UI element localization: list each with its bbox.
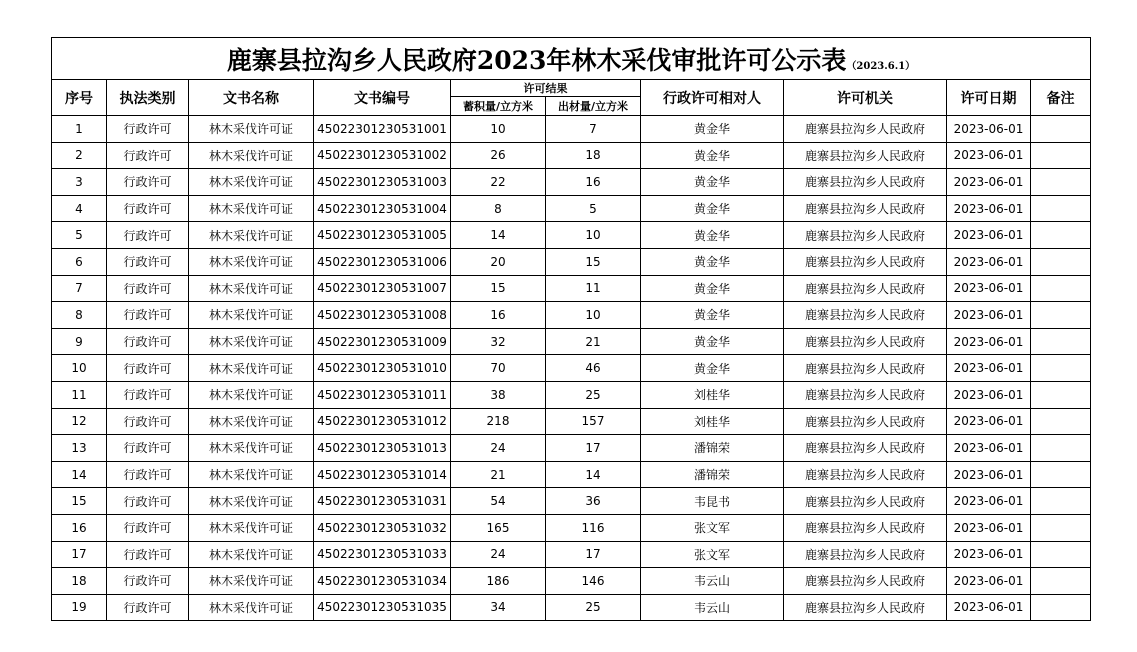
cell-type[interactable]: 行政许可 (107, 302, 189, 329)
cell-stock[interactable]: 16 (451, 302, 546, 329)
cell-doc-no[interactable]: 45022301230531012 (314, 408, 451, 435)
cell-output[interactable]: 16 (546, 169, 641, 196)
cell-authority[interactable]: 鹿寨县拉沟乡人民政府 (784, 222, 947, 249)
cell-stock[interactable]: 14 (451, 222, 546, 249)
table-row (52, 381, 1091, 408)
cell-counterpart[interactable]: 黄金华 (641, 328, 784, 355)
cell-stock[interactable]: 218 (451, 408, 546, 435)
cell-remark[interactable] (1031, 381, 1091, 408)
cell-counterpart[interactable]: 黄金华 (641, 142, 784, 169)
table-title: 鹿寨县拉沟乡人民政府2023年林木采伐审批许可公示表 (226, 45, 847, 75)
cell-seq[interactable]: 15 (52, 488, 107, 515)
cell-output[interactable]: 21 (546, 328, 641, 355)
cell-doc-no[interactable]: 45022301230531035 (314, 594, 451, 621)
cell-counterpart[interactable]: 黄金华 (641, 275, 784, 302)
cell-output[interactable]: 116 (546, 514, 641, 541)
cell-doc-no[interactable]: 45022301230531013 (314, 435, 451, 462)
cell-stock[interactable]: 21 (451, 461, 546, 488)
header-date[interactable]: 许可日期 (947, 80, 1031, 116)
table-body (52, 116, 1091, 621)
cell-date[interactable]: 2023-06-01 (947, 461, 1031, 488)
cell-doc-name[interactable]: 林木采伐许可证 (189, 195, 314, 222)
cell-seq[interactable]: 18 (52, 568, 107, 595)
cell-authority[interactable]: 鹿寨县拉沟乡人民政府 (784, 435, 947, 462)
cell-type[interactable]: 行政许可 (107, 195, 189, 222)
cell-authority[interactable]: 鹿寨县拉沟乡人民政府 (784, 275, 947, 302)
cell-doc-name[interactable]: 林木采伐许可证 (189, 488, 314, 515)
header-seq[interactable]: 序号 (52, 80, 107, 116)
header-result-group[interactable]: 许可结果 (451, 80, 641, 97)
cell-counterpart[interactable]: 韦昆书 (641, 488, 784, 515)
cell-doc-name[interactable]: 林木采伐许可证 (189, 275, 314, 302)
cell-seq[interactable]: 9 (52, 328, 107, 355)
cell-type[interactable]: 行政许可 (107, 541, 189, 568)
cell-output[interactable]: 15 (546, 248, 641, 275)
cell-remark[interactable] (1031, 195, 1091, 222)
cell-date[interactable]: 2023-06-01 (947, 222, 1031, 249)
cell-type[interactable]: 行政许可 (107, 275, 189, 302)
cell-stock[interactable]: 54 (451, 488, 546, 515)
cell-doc-name[interactable]: 林木采伐许可证 (189, 435, 314, 462)
cell-date[interactable]: 2023-06-01 (947, 328, 1031, 355)
cell-authority[interactable]: 鹿寨县拉沟乡人民政府 (784, 461, 947, 488)
cell-doc-name[interactable]: 林木采伐许可证 (189, 169, 314, 196)
cell-output[interactable]: 5 (546, 195, 641, 222)
cell-counterpart[interactable]: 潘锦荣 (641, 461, 784, 488)
cell-counterpart[interactable]: 黄金华 (641, 248, 784, 275)
header-counterpart[interactable]: 行政许可相对人 (641, 80, 784, 116)
table-row (52, 275, 1091, 302)
cell-output[interactable]: 36 (546, 488, 641, 515)
cell-seq[interactable]: 3 (52, 169, 107, 196)
cell-doc-name[interactable]: 林木采伐许可证 (189, 381, 314, 408)
cell-type[interactable]: 行政许可 (107, 116, 189, 143)
cell-seq[interactable]: 14 (52, 461, 107, 488)
cell-counterpart[interactable]: 黄金华 (641, 355, 784, 382)
cell-counterpart[interactable]: 刘桂华 (641, 408, 784, 435)
cell-type[interactable]: 行政许可 (107, 568, 189, 595)
cell-date[interactable]: 2023-06-01 (947, 248, 1031, 275)
header-stock[interactable]: 蓄积量/立方米 (451, 97, 546, 116)
cell-authority[interactable]: 鹿寨县拉沟乡人民政府 (784, 195, 947, 222)
cell-type[interactable]: 行政许可 (107, 248, 189, 275)
table-row (52, 142, 1091, 169)
cell-authority[interactable]: 鹿寨县拉沟乡人民政府 (784, 408, 947, 435)
cell-doc-name[interactable]: 林木采伐许可证 (189, 355, 314, 382)
cell-doc-no[interactable]: 45022301230531008 (314, 302, 451, 329)
cell-seq[interactable]: 6 (52, 248, 107, 275)
cell-doc-no[interactable]: 45022301230531010 (314, 355, 451, 382)
cell-authority[interactable]: 鹿寨县拉沟乡人民政府 (784, 594, 947, 621)
cell-authority[interactable]: 鹿寨县拉沟乡人民政府 (784, 302, 947, 329)
cell-seq[interactable]: 19 (52, 594, 107, 621)
cell-stock[interactable]: 20 (451, 248, 546, 275)
cell-stock[interactable]: 10 (451, 116, 546, 143)
cell-date[interactable]: 2023-06-01 (947, 142, 1031, 169)
cell-seq[interactable]: 17 (52, 541, 107, 568)
cell-output[interactable]: 10 (546, 302, 641, 329)
cell-seq[interactable]: 8 (52, 302, 107, 329)
cell-seq[interactable]: 12 (52, 408, 107, 435)
cell-type[interactable]: 行政许可 (107, 408, 189, 435)
table-title-date: （2023.6.1） (846, 60, 916, 72)
cell-date[interactable]: 2023-06-01 (947, 275, 1031, 302)
table-title-cell[interactable] (52, 38, 1091, 80)
cell-seq[interactable]: 1 (52, 116, 107, 143)
cell-doc-no[interactable]: 45022301230531014 (314, 461, 451, 488)
cell-stock[interactable]: 34 (451, 594, 546, 621)
cell-doc-name[interactable]: 林木采伐许可证 (189, 328, 314, 355)
cell-date[interactable]: 2023-06-01 (947, 488, 1031, 515)
cell-seq[interactable]: 7 (52, 275, 107, 302)
cell-remark[interactable] (1031, 248, 1091, 275)
cell-stock[interactable]: 32 (451, 328, 546, 355)
cell-counterpart[interactable]: 黄金华 (641, 116, 784, 143)
table-row (52, 302, 1091, 329)
cell-counterpart[interactable]: 黄金华 (641, 302, 784, 329)
cell-doc-no[interactable]: 45022301230531007 (314, 275, 451, 302)
cell-counterpart[interactable]: 潘锦荣 (641, 435, 784, 462)
cell-doc-name[interactable]: 林木采伐许可证 (189, 541, 314, 568)
cell-seq[interactable]: 16 (52, 514, 107, 541)
table-row (52, 461, 1091, 488)
cell-stock[interactable]: 22 (451, 169, 546, 196)
cell-output[interactable]: 146 (546, 568, 641, 595)
table-row (52, 116, 1091, 143)
cell-remark[interactable] (1031, 461, 1091, 488)
cell-remark[interactable] (1031, 594, 1091, 621)
permit-table (51, 37, 1091, 621)
cell-type[interactable]: 行政许可 (107, 514, 189, 541)
table-row (52, 541, 1091, 568)
table-row (52, 568, 1091, 595)
cell-remark[interactable] (1031, 541, 1091, 568)
cell-authority[interactable]: 鹿寨县拉沟乡人民政府 (784, 541, 947, 568)
cell-counterpart[interactable]: 韦云山 (641, 594, 784, 621)
cell-authority[interactable]: 鹿寨县拉沟乡人民政府 (784, 514, 947, 541)
cell-doc-no[interactable]: 45022301230531001 (314, 116, 451, 143)
cell-seq[interactable]: 5 (52, 222, 107, 249)
header-doc-no[interactable]: 文书编号 (314, 80, 451, 116)
cell-seq[interactable]: 10 (52, 355, 107, 382)
cell-authority[interactable]: 鹿寨县拉沟乡人民政府 (784, 355, 947, 382)
table-row (52, 248, 1091, 275)
cell-output[interactable]: 46 (546, 355, 641, 382)
cell-output[interactable]: 157 (546, 408, 641, 435)
cell-doc-name[interactable]: 林木采伐许可证 (189, 248, 314, 275)
cell-remark[interactable] (1031, 355, 1091, 382)
cell-authority[interactable]: 鹿寨县拉沟乡人民政府 (784, 116, 947, 143)
cell-doc-name[interactable]: 林木采伐许可证 (189, 461, 314, 488)
table-row (52, 488, 1091, 515)
cell-output[interactable]: 25 (546, 594, 641, 621)
cell-stock[interactable]: 8 (451, 195, 546, 222)
cell-seq[interactable]: 4 (52, 195, 107, 222)
cell-doc-name[interactable]: 林木采伐许可证 (189, 568, 314, 595)
cell-date[interactable]: 2023-06-01 (947, 195, 1031, 222)
cell-stock[interactable]: 15 (451, 275, 546, 302)
cell-remark[interactable] (1031, 488, 1091, 515)
cell-doc-no[interactable]: 45022301230531034 (314, 568, 451, 595)
cell-type[interactable]: 行政许可 (107, 435, 189, 462)
cell-counterpart[interactable]: 张文军 (641, 514, 784, 541)
cell-doc-no[interactable]: 45022301230531033 (314, 541, 451, 568)
table-row (52, 435, 1091, 462)
cell-stock[interactable]: 24 (451, 541, 546, 568)
cell-seq[interactable]: 11 (52, 381, 107, 408)
cell-type[interactable]: 行政许可 (107, 461, 189, 488)
cell-doc-name[interactable]: 林木采伐许可证 (189, 222, 314, 249)
cell-doc-name[interactable]: 林木采伐许可证 (189, 594, 314, 621)
cell-seq[interactable]: 2 (52, 142, 107, 169)
cell-stock[interactable]: 38 (451, 381, 546, 408)
cell-doc-no[interactable]: 45022301230531032 (314, 514, 451, 541)
header-remark[interactable]: 备注 (1031, 80, 1091, 116)
cell-authority[interactable]: 鹿寨县拉沟乡人民政府 (784, 568, 947, 595)
cell-output[interactable]: 11 (546, 275, 641, 302)
cell-output[interactable]: 10 (546, 222, 641, 249)
table-row (52, 514, 1091, 541)
table-row (52, 408, 1091, 435)
cell-type[interactable]: 行政许可 (107, 222, 189, 249)
header-output[interactable]: 出材量/立方米 (546, 97, 641, 116)
cell-authority[interactable]: 鹿寨县拉沟乡人民政府 (784, 142, 947, 169)
cell-stock[interactable]: 165 (451, 514, 546, 541)
cell-remark[interactable] (1031, 328, 1091, 355)
cell-doc-no[interactable]: 45022301230531005 (314, 222, 451, 249)
cell-counterpart[interactable]: 张文军 (641, 541, 784, 568)
cell-stock[interactable]: 24 (451, 435, 546, 462)
cell-date[interactable]: 2023-06-01 (947, 541, 1031, 568)
table-row (52, 195, 1091, 222)
table-row (52, 169, 1091, 196)
cell-doc-no[interactable]: 45022301230531004 (314, 195, 451, 222)
cell-stock[interactable]: 186 (451, 568, 546, 595)
cell-output[interactable]: 25 (546, 381, 641, 408)
cell-type[interactable]: 行政许可 (107, 355, 189, 382)
cell-remark[interactable] (1031, 302, 1091, 329)
cell-doc-no[interactable]: 45022301230531006 (314, 248, 451, 275)
cell-output[interactable]: 7 (546, 116, 641, 143)
cell-date[interactable]: 2023-06-01 (947, 116, 1031, 143)
cell-remark[interactable] (1031, 514, 1091, 541)
cell-seq[interactable]: 13 (52, 435, 107, 462)
cell-output[interactable]: 18 (546, 142, 641, 169)
cell-remark[interactable] (1031, 275, 1091, 302)
cell-authority[interactable]: 鹿寨县拉沟乡人民政府 (784, 381, 947, 408)
cell-counterpart[interactable]: 刘桂华 (641, 381, 784, 408)
cell-type[interactable]: 行政许可 (107, 594, 189, 621)
cell-stock[interactable]: 70 (451, 355, 546, 382)
cell-type[interactable]: 行政许可 (107, 381, 189, 408)
cell-doc-no[interactable]: 45022301230531009 (314, 328, 451, 355)
cell-date[interactable]: 2023-06-01 (947, 381, 1031, 408)
cell-type[interactable]: 行政许可 (107, 328, 189, 355)
cell-date[interactable]: 2023-06-01 (947, 568, 1031, 595)
cell-doc-no[interactable]: 45022301230531031 (314, 488, 451, 515)
header-authority[interactable]: 许可机关 (784, 80, 947, 116)
cell-remark[interactable] (1031, 222, 1091, 249)
cell-authority[interactable]: 鹿寨县拉沟乡人民政府 (784, 248, 947, 275)
cell-doc-name[interactable]: 林木采伐许可证 (189, 142, 314, 169)
cell-remark[interactable] (1031, 408, 1091, 435)
cell-output[interactable]: 17 (546, 541, 641, 568)
cell-date[interactable]: 2023-06-01 (947, 514, 1031, 541)
cell-authority[interactable]: 鹿寨县拉沟乡人民政府 (784, 488, 947, 515)
cell-counterpart[interactable]: 韦云山 (641, 568, 784, 595)
cell-date[interactable]: 2023-06-01 (947, 435, 1031, 462)
header-type[interactable]: 执法类别 (107, 80, 189, 116)
cell-type[interactable]: 行政许可 (107, 169, 189, 196)
cell-type[interactable]: 行政许可 (107, 142, 189, 169)
cell-remark[interactable] (1031, 116, 1091, 143)
cell-doc-name[interactable]: 林木采伐许可证 (189, 116, 314, 143)
cell-doc-no[interactable]: 45022301230531011 (314, 381, 451, 408)
cell-doc-name[interactable]: 林木采伐许可证 (189, 408, 314, 435)
table-row (52, 355, 1091, 382)
table-row (52, 328, 1091, 355)
cell-type[interactable]: 行政许可 (107, 488, 189, 515)
cell-date[interactable]: 2023-06-01 (947, 169, 1031, 196)
cell-remark[interactable] (1031, 568, 1091, 595)
cell-output[interactable]: 17 (546, 435, 641, 462)
cell-output[interactable]: 14 (546, 461, 641, 488)
cell-date[interactable]: 2023-06-01 (947, 302, 1031, 329)
cell-remark[interactable] (1031, 142, 1091, 169)
cell-doc-name[interactable]: 林木采伐许可证 (189, 302, 314, 329)
table-row (52, 594, 1091, 621)
cell-remark[interactable] (1031, 169, 1091, 196)
cell-doc-name[interactable]: 林木采伐许可证 (189, 514, 314, 541)
cell-counterpart[interactable]: 黄金华 (641, 195, 784, 222)
cell-date[interactable]: 2023-06-01 (947, 355, 1031, 382)
header-doc-name[interactable]: 文书名称 (189, 80, 314, 116)
cell-date[interactable]: 2023-06-01 (947, 408, 1031, 435)
table-row (52, 222, 1091, 249)
cell-counterpart[interactable]: 黄金华 (641, 222, 784, 249)
cell-stock[interactable]: 26 (451, 142, 546, 169)
cell-authority[interactable]: 鹿寨县拉沟乡人民政府 (784, 169, 947, 196)
cell-remark[interactable] (1031, 435, 1091, 462)
cell-counterpart[interactable]: 黄金华 (641, 169, 784, 196)
cell-doc-no[interactable]: 45022301230531002 (314, 142, 451, 169)
cell-doc-no[interactable]: 45022301230531003 (314, 169, 451, 196)
spreadsheet-sheet (51, 37, 1091, 621)
cell-date[interactable]: 2023-06-01 (947, 594, 1031, 621)
cell-authority[interactable]: 鹿寨县拉沟乡人民政府 (784, 328, 947, 355)
